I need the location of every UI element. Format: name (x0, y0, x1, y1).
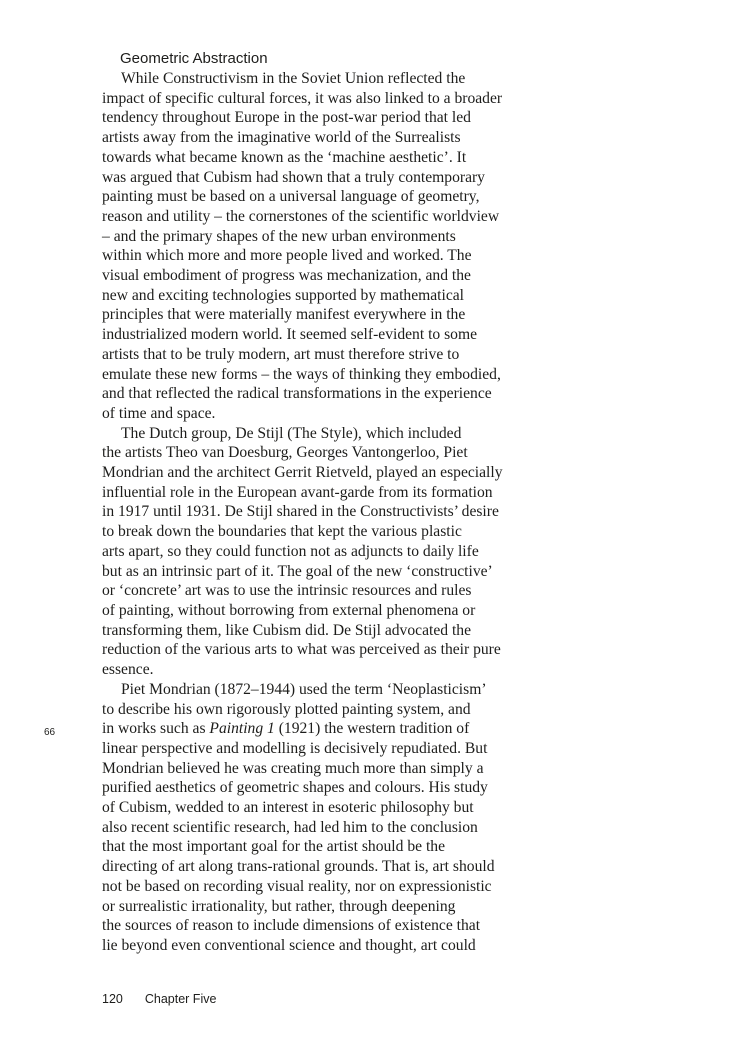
section-heading: Geometric Abstraction (120, 50, 268, 67)
text-line: purified aesthetics of geometric shapes and colours. His study (102, 779, 488, 797)
text-line: not be based on recording visual reality, nor on expressionistic (102, 877, 492, 895)
text-line: impact of specific cultural forces, it was also linked to a broader (102, 89, 503, 107)
text-line: to break down the boundaries that kept the various plastic (102, 523, 462, 541)
text-line: – and the primary shapes of the new urban environments (102, 227, 456, 245)
text-line: directing of art along trans-rational grounds. That is, art should (102, 858, 495, 876)
body-text (102, 69, 594, 956)
page-number: 120 (102, 992, 123, 1006)
text-line: to describe his own rigorously plotted painting system, and (102, 700, 471, 718)
text-line: artists that to be truly modern, art must therefore strive to (102, 345, 460, 363)
text-line: essence. (102, 661, 154, 679)
text-fragment: (1921) the western tradition of (274, 720, 470, 738)
text-line: also recent scientific research, had led him to the conclusion (102, 818, 478, 836)
text-line: of painting, without borrowing from external phenomena or (102, 601, 476, 619)
page-footer (102, 992, 216, 1006)
text-line: or ‘concrete’ art was to use the intrinsic resources and rules (102, 582, 472, 600)
text-line: the sources of reason to include dimensions of existence that (102, 917, 481, 935)
text-line: and that reflected the radical transformations in the experience (102, 385, 492, 403)
text-line: was argued that Cubism had shown that a truly contemporary (102, 168, 485, 186)
text-line: within which more and more people lived and worked. The (102, 247, 472, 265)
text-line: While Constructivism in the Soviet Union reflected the (121, 70, 466, 87)
text-line: transforming them, like Cubism did. De Stijl advocated the (102, 621, 471, 639)
text-line: reduction of the various arts to what was perceived as their pure (102, 641, 501, 659)
text-line: but as an intrinsic part of it. The goal of the new ‘constructive’ (102, 562, 493, 580)
text-fragment: in works such as (102, 720, 210, 738)
margin-note-number: 66 (44, 727, 56, 738)
text-line: of time and space. (102, 404, 216, 422)
text-line: linear perspective and modelling is decisively repudiated. But (102, 739, 488, 757)
artwork-title: Painting 1 (209, 720, 275, 738)
text-line: Mondrian believed he was creating much more than simply a (102, 759, 484, 777)
text-line: The Dutch group, De Stijl (The Style), which included (121, 424, 462, 442)
text-line: arts apart, so they could function not as adjuncts to daily life (102, 542, 479, 560)
text-line: reason and utility – the cornerstones of the scientific worldview (102, 207, 500, 225)
text-line: artists away from the imaginative world of the Surrealists (102, 129, 461, 147)
chapter-label: Chapter Five (144, 992, 217, 1006)
text-line: Piet Mondrian (1872–1944) used the term ‘Neoplasticism’ (121, 680, 487, 698)
text-line: new and exciting technologies supported by mathematical (102, 286, 465, 304)
text-line: industrialized modern world. It seemed self-evident to some (102, 326, 478, 344)
text-line: painting must be based on a universal language of geometry, (102, 188, 480, 206)
text-line: the artists Theo van Doesburg, Georges Vantongerloo, Piet (102, 444, 468, 462)
text-line-with-title (102, 719, 594, 739)
text-line: of Cubism, wedded to an interest in esoteric philosophy but (102, 799, 474, 817)
paragraph-1 (102, 69, 594, 424)
text-line: visual embodiment of progress was mechanization, and the (102, 267, 471, 285)
text-line: influential role in the European avant-garde from its formation (102, 483, 493, 501)
text-line: Mondrian and the architect Gerrit Rietveld, played an especially (102, 464, 503, 482)
paragraph-3 (102, 680, 594, 956)
text-line: principles that were materially manifest everywhere in the (102, 306, 466, 324)
text-line: tendency throughout Europe in the post-war period that led (102, 109, 471, 127)
text-line: in 1917 until 1931. De Stijl shared in the Constructivists’ desire (102, 503, 499, 521)
text-line: lie beyond even conventional science and thought, art could (102, 936, 476, 954)
text-line: or surrealistic irrationality, but rather, through deepening (102, 897, 456, 915)
text-line: that the most important goal for the artist should be the (102, 838, 445, 856)
text-line: emulate these new forms – the ways of thinking they embodied, (102, 365, 501, 383)
text-line: towards what became known as the ‘machine aesthetic’. It (102, 148, 467, 166)
paragraph-2 (102, 424, 594, 680)
